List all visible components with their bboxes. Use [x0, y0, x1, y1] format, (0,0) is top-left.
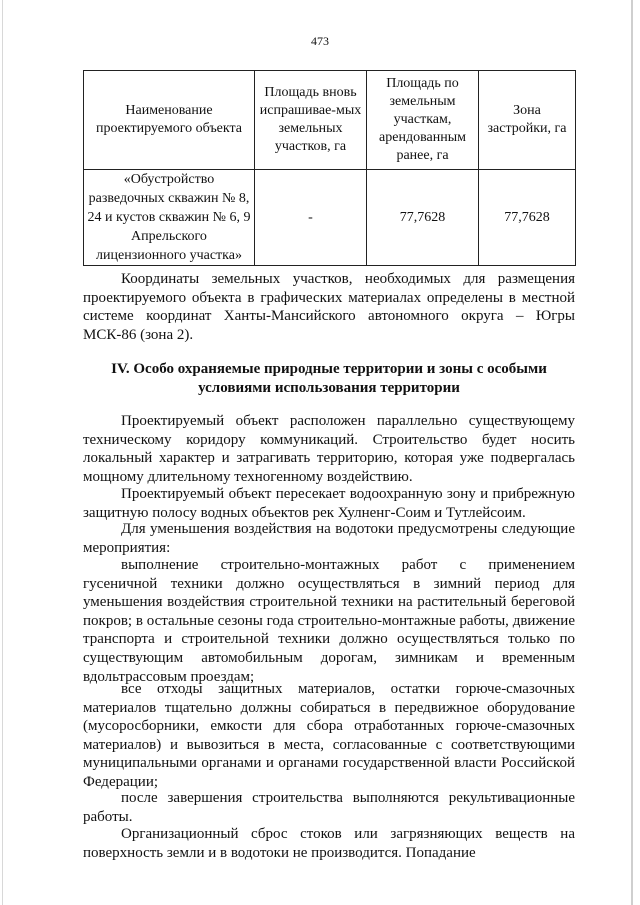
paragraph-measure-recultivation: после завершения строительства выполняются рекультивационные работы.	[83, 790, 575, 825]
scan-edge-left	[2, 0, 3, 905]
page-number: 473	[311, 34, 329, 48]
land-area-table	[83, 70, 576, 266]
cell-leased-area: 77,7628	[367, 170, 479, 266]
table-row	[84, 170, 576, 266]
header-leased-area: Площадь по земельным участкам, арендованным ранее, га	[367, 71, 479, 170]
header-new-area: Площадь вновь испрашивае-мых земельных участков, га	[255, 71, 367, 170]
paragraph-measures-intro: Для уменьшения воздействия на водотоки предусмотрены следующие мероприятия:	[83, 521, 575, 556]
scan-edge-right	[631, 0, 633, 905]
paragraph-water-zone: Проектируемый объект пересекает водоохранную зону и прибрежную защитную полосу водных объектов рек Хулненг-Соим и Тутлейсоим.	[83, 486, 575, 521]
section-heading	[83, 360, 575, 398]
cell-object-name: «Обустройство разведочных скважин № 8, 24 и кустов скважин № 6, 9 Апрельского лицензионного участка»	[84, 170, 255, 266]
paragraph-measure-waste: все отходы защитных материалов, остатки горюче-смазочных материалов тщательно должны собираться в передвижное оборудование (мусоросборники, емкости для сбора отработанных горюче-смазочных материалов) и вывозиться в места, согласованные с соответствующими муниципальными органами и органами государственной власти Российской Федерации;	[83, 681, 575, 790]
section-heading-line-2: условиями использования территории	[198, 380, 460, 396]
table-header-row	[84, 71, 576, 170]
cell-build-zone: 77,7628	[479, 170, 576, 266]
section-heading-line-1: IV. Особо охраняемые природные территории и зоны с особыми	[111, 361, 547, 377]
header-object-name: Наименование проектируемого объекта	[84, 71, 255, 170]
header-build-zone: Зона застройки, га	[479, 71, 576, 170]
paragraph-location: Проектируемый объект расположен параллельно существующему техническому коридору коммуникаций. Строительство будет носить локальный характер и затрагивать территорию, которая уже подвергалась мощному длительному техногенному воздействию.	[83, 413, 575, 485]
cell-new-area: -	[255, 170, 367, 266]
coordinates-paragraph: Координаты земельных участков, необходимых для размещения проектируемого объекта в графических материалах определены в местной системе координат Ханты-Мансийского автономного округа – Югры МСК-86 (зона 2).	[83, 271, 575, 343]
paragraph-discharge: Организационный сброс стоков или загрязняющих веществ на поверхность земли и в водотоки не производится. Попадание	[83, 826, 575, 861]
paragraph-measure-machinery: выполнение строительно-монтажных работ с применением гусеничной техники должно осуществляться в зимний период для уменьшения воздействия строительной техники на растительный береговой покров; в остальные сезоны года строительно-монтажные работы, движение транспорта и строительной техники должно осуществляться только по существующим автомобильным дорогам, зимникам и временным вдольтрассовым проездам;	[83, 557, 575, 685]
